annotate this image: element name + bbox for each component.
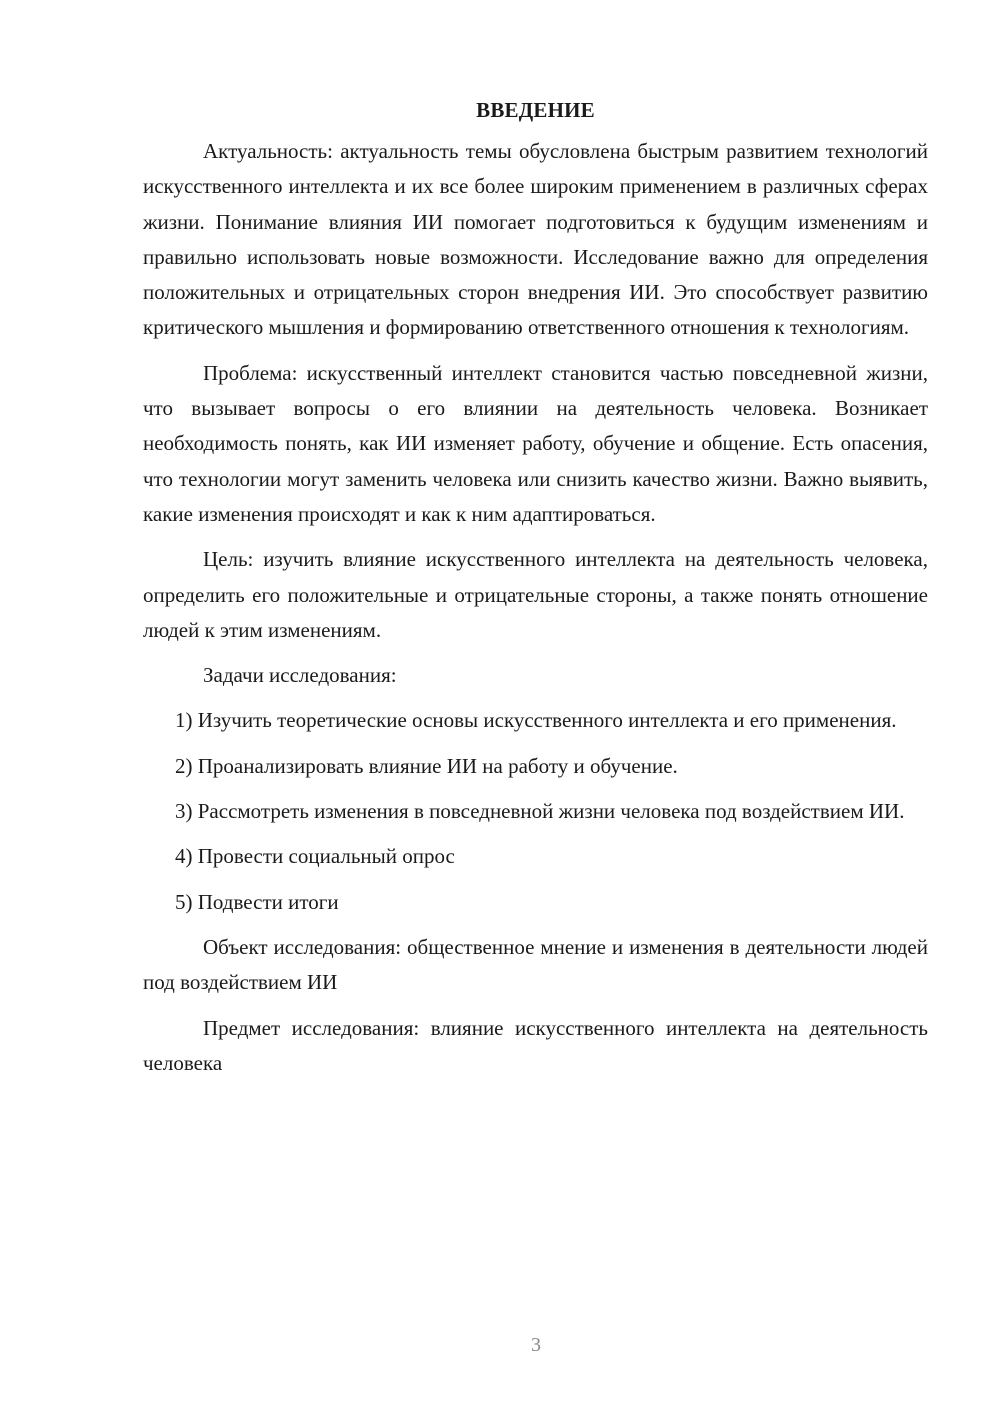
- task-item-1: 1) Изучить теоретические основы искусственного интеллекта и его применения.: [175, 708, 897, 733]
- object-paragraph: Объект исследования: общественное мнение и изменения в деятельности людей под воздействием ИИ: [143, 934, 928, 995]
- subject-paragraph: Предмет исследования: влияние искусственного интеллекта на деятельность человека: [143, 1015, 928, 1075]
- task-item-4: 4) Провести социальный опрос: [175, 844, 455, 869]
- task-item-3: 3) Рассмотреть изменения в повседневной жизни человека под воздействием ИИ.: [175, 799, 905, 824]
- goal-paragraph: Цель: изучить влияние искусственного интеллекта на деятельность человека, определить его положительные и отрицательные стороны, а также понять отношение людей к этим изменениям.: [143, 547, 928, 642]
- task-item-2: 2) Проанализировать влияние ИИ на работу и обучение.: [175, 753, 678, 778]
- relevance-paragraph: Актуальность: актуальность темы обусловлена быстрым развитием технологий искусственного интеллекта и их все более широким применением в различных сферах жизни. Понимание влияния ИИ помогает подготовиться к будущим изменениям и правильно использовать новые возможности. Исследование важно для определения положительных и отрицательных сторон внедрения ИИ. Это способствует развитию критического мышления и формированию ответственного отношения к технологиям.: [143, 139, 928, 340]
- problem-paragraph: Проблема: искусственный интеллект становится частью повседневной жизни, что вызывает вопросы о его влиянии на деятельность человека. Возникает необходимость понять, как ИИ изменяет работу, обучение и общение. Есть опасения, что технологии могут заменить человека или снизить качество жизни. Важно выявить, какие изменения происходят и как к ним адаптироваться.: [143, 360, 928, 526]
- task-item-5: 5) Подвести итоги: [175, 889, 339, 914]
- document-page: [143, 96, 928, 1091]
- page-number: 3: [531, 1334, 541, 1356]
- section-title: ВВЕДЕНИЕ: [476, 98, 595, 122]
- tasks-heading: Задачи исследования:: [203, 663, 397, 688]
